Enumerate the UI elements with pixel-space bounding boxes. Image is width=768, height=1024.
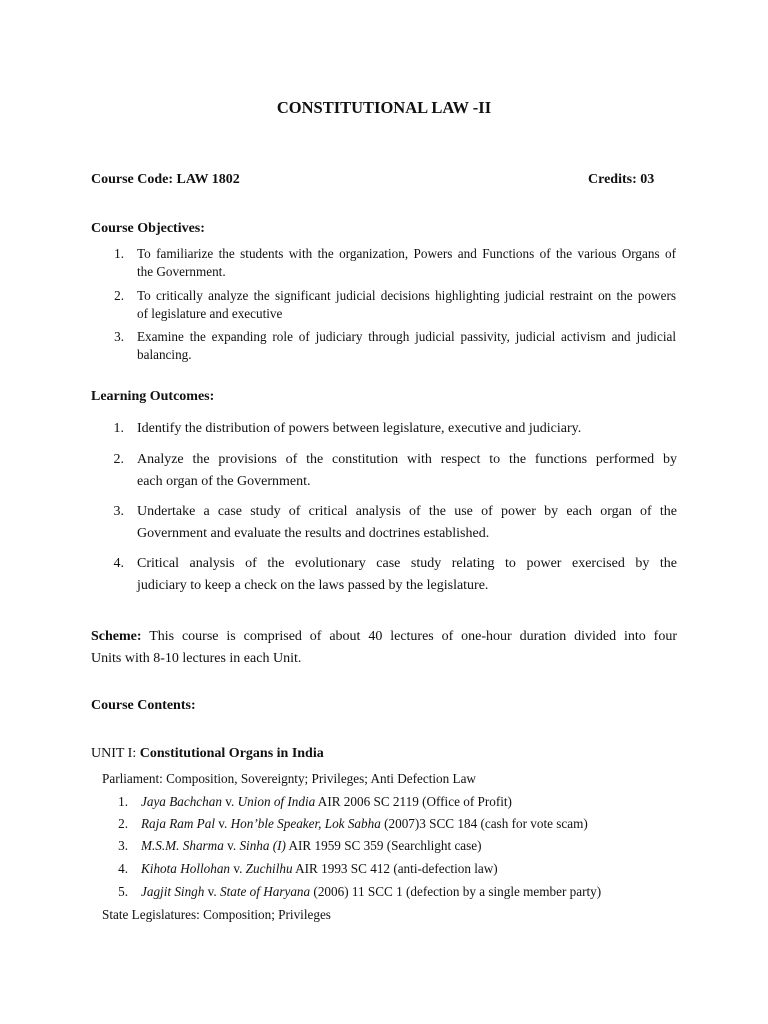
- respondent: State of Haryana: [220, 884, 311, 899]
- case-number: 3.: [118, 838, 128, 853]
- case-number: 5.: [118, 884, 128, 899]
- course-code: [91, 172, 240, 188]
- outcome-text: Analyze the provisions of the constitution with respect to the functions performed by: [137, 452, 677, 467]
- respondent: Zuchilhu: [245, 861, 293, 876]
- course-code-label: Course Code:: [91, 172, 174, 187]
- parliament-topic: Parliament: Composition, Sovereignty; Privileges; Anti Defection Law: [102, 771, 476, 786]
- outcome-text-cont: judiciary to keep a check on the laws passed by the legislature.: [137, 578, 489, 593]
- petitioner: Kihota Hollohan: [141, 861, 231, 876]
- document-title: CONSTITUTIONAL LAW -II: [276, 98, 492, 117]
- case-citation: Raja Ram Pal v. Hon’ble Speaker, Lok Sabha (2007)3 SCC 184 (cash for vote scam): [141, 816, 588, 831]
- petitioner: Jagjit Singh: [141, 884, 205, 899]
- outcome-text: Identify the distribution of powers between legislature, executive and judiciary.: [137, 421, 582, 436]
- course-code-value: LAW 1802: [176, 172, 240, 187]
- case-citation: Jaya Bachchan v. Union of India AIR 2006 SC 2119 (Office of Profit): [141, 794, 512, 809]
- outcome-text-cont: each organ of the Government.: [137, 474, 311, 489]
- case-citation: Jagjit Singh v. State of Haryana (2006) 11 SCC 1 (defection by a single member party): [141, 884, 602, 899]
- outcome-number: 3.: [113, 504, 124, 519]
- objective-number: 1.: [114, 246, 124, 261]
- petitioner: M.S.M. Sharma: [141, 838, 224, 853]
- objective-number: 2.: [114, 288, 124, 303]
- scheme-paragraph: [91, 629, 677, 645]
- objectives-heading: Course Objectives:: [91, 221, 205, 236]
- respondent: Hon’ble Speaker, Lok Sabha: [230, 816, 381, 831]
- state-legislatures-topic: State Legislatures: Composition; Privileges: [102, 907, 331, 922]
- unit-heading: [91, 746, 324, 762]
- objective-text: Examine the expanding role of judiciary through judicial passivity, judicial activism and judicial: [137, 329, 676, 344]
- case-number: 1.: [118, 794, 128, 809]
- case-number: 4.: [118, 861, 128, 876]
- contents-heading: Course Contents:: [91, 698, 196, 713]
- scheme-label: Scheme:: [91, 629, 142, 644]
- unit-label: UNIT I:: [91, 746, 137, 761]
- outcome-text: Critical analysis of the evolutionary case study relating to power exercised by the: [137, 556, 677, 571]
- outcome-number: 2.: [113, 452, 124, 467]
- outcome-text-cont: Government and evaluate the results and doctrines established.: [137, 526, 490, 541]
- outcome-number: 4.: [113, 556, 124, 571]
- outcome-number: 1.: [113, 421, 124, 436]
- objective-text-cont: the Government.: [137, 264, 226, 279]
- case-citation: M.S.M. Sharma v. Sinha (I) AIR 1959 SC 359 (Searchlight case): [141, 838, 482, 853]
- petitioner: Raja Ram Pal: [141, 816, 215, 831]
- respondent: Sinha (I): [239, 838, 286, 853]
- unit-title: Constitutional Organs in India: [139, 746, 324, 761]
- case-number: 2.: [118, 816, 128, 831]
- objective-text: To critically analyze the significant judicial decisions highlighting judicial restraint on the powers: [137, 288, 676, 303]
- scheme-text-cont: Units with 8-10 lectures in each Unit.: [91, 651, 302, 666]
- objective-text: To familiarize the students with the organization, Powers and Functions of the various Organs of: [137, 246, 676, 261]
- petitioner: Jaya Bachchan: [141, 794, 222, 809]
- scheme-text: This course is comprised of about 40 lectures of one-hour duration divided into four: [149, 629, 677, 644]
- case-citation: Kihota Hollohan v. Zuchilhu AIR 1993 SC 412 (anti-defection law): [141, 861, 498, 876]
- credits: Credits: 03: [588, 172, 655, 187]
- objective-number: 3.: [114, 329, 124, 344]
- outcome-text: Undertake a case study of critical analysis of the use of power by each organ of the: [137, 504, 677, 519]
- respondent: Union of India: [237, 794, 316, 809]
- objective-text-cont: balancing.: [137, 347, 192, 362]
- objective-text-cont: of legislature and executive: [137, 306, 283, 321]
- outcomes-heading: Learning Outcomes:: [91, 389, 215, 404]
